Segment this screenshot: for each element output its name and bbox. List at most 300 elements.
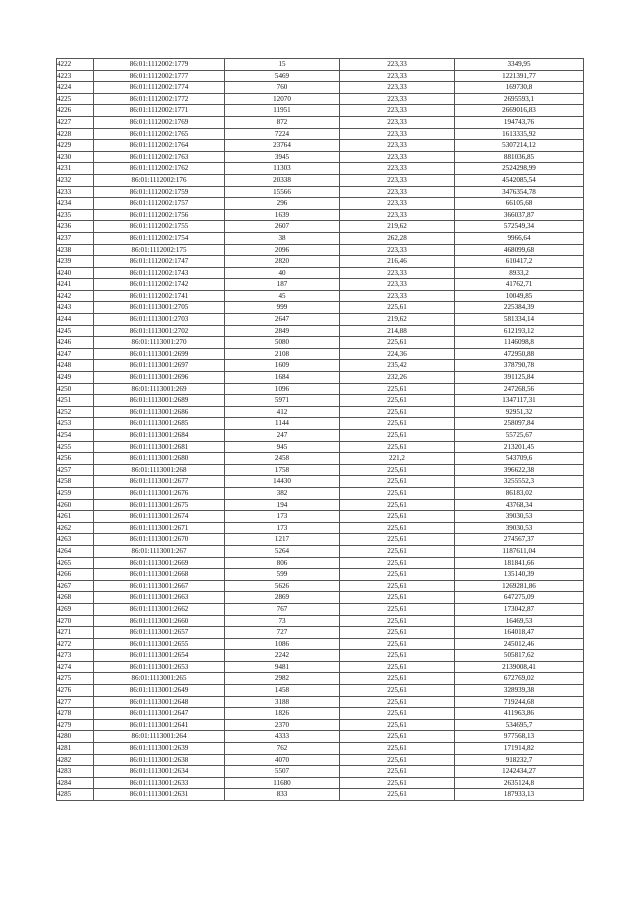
row-number-cell: 4224 bbox=[57, 82, 94, 94]
row-number-cell: 4234 bbox=[57, 198, 94, 210]
area-cell: 1826 bbox=[225, 708, 340, 720]
table-row bbox=[57, 766, 584, 778]
value-cell: 10049,85 bbox=[455, 290, 584, 302]
table-row bbox=[57, 476, 584, 488]
table-row bbox=[57, 743, 584, 755]
rate-cell: 214,88 bbox=[340, 325, 455, 337]
cadastral-value-table bbox=[56, 58, 584, 801]
rate-cell: 223,33 bbox=[340, 279, 455, 291]
area-cell: 2458 bbox=[225, 453, 340, 465]
value-cell: 92951,32 bbox=[455, 406, 584, 418]
row-number-cell: 4231 bbox=[57, 163, 94, 175]
value-cell: 1269281,86 bbox=[455, 580, 584, 592]
rate-cell: 223,33 bbox=[340, 93, 455, 105]
rate-cell: 223,33 bbox=[340, 82, 455, 94]
value-cell: 2695593,1 bbox=[455, 93, 584, 105]
area-cell: 12070 bbox=[225, 93, 340, 105]
cadastral-number-cell: 86:01:1113001:2638 bbox=[94, 754, 225, 766]
row-number-cell: 4240 bbox=[57, 267, 94, 279]
area-cell: 999 bbox=[225, 302, 340, 314]
table-row bbox=[57, 569, 584, 581]
area-cell: 1086 bbox=[225, 638, 340, 650]
row-number-cell: 4281 bbox=[57, 743, 94, 755]
value-cell: 1146098,8 bbox=[455, 337, 584, 349]
value-cell: 3476354,78 bbox=[455, 186, 584, 198]
table-row bbox=[57, 430, 584, 442]
rate-cell: 223,33 bbox=[340, 163, 455, 175]
cadastral-number-cell: 86:01:1113001:2669 bbox=[94, 557, 225, 569]
cadastral-number-cell: 86:01:1112002:1777 bbox=[94, 70, 225, 82]
value-cell: 55725,67 bbox=[455, 430, 584, 442]
cadastral-number-cell: 86:01:1113001:2662 bbox=[94, 603, 225, 615]
table-row bbox=[57, 638, 584, 650]
row-number-cell: 4238 bbox=[57, 244, 94, 256]
value-cell: 194743,76 bbox=[455, 116, 584, 128]
row-number-cell: 4283 bbox=[57, 766, 94, 778]
row-number-cell: 4250 bbox=[57, 383, 94, 395]
row-number-cell: 4229 bbox=[57, 140, 94, 152]
value-cell: 173042,87 bbox=[455, 603, 584, 615]
area-cell: 11680 bbox=[225, 777, 340, 789]
value-cell: 247268,56 bbox=[455, 383, 584, 395]
area-cell: 194 bbox=[225, 499, 340, 511]
cadastral-number-cell: 86:01:1113001:2680 bbox=[94, 453, 225, 465]
row-number-cell: 4285 bbox=[57, 789, 94, 801]
table-row bbox=[57, 418, 584, 430]
cadastral-number-cell: 86:01:1113001:2647 bbox=[94, 708, 225, 720]
area-cell: 5971 bbox=[225, 395, 340, 407]
cadastral-number-cell: 86:01:1112002:1741 bbox=[94, 290, 225, 302]
rate-cell: 225,61 bbox=[340, 661, 455, 673]
row-number-cell: 4272 bbox=[57, 638, 94, 650]
table-row bbox=[57, 754, 584, 766]
table-row bbox=[57, 244, 584, 256]
area-cell: 2370 bbox=[225, 719, 340, 731]
cadastral-number-cell: 86:01:1113001:2634 bbox=[94, 766, 225, 778]
value-cell: 181841,66 bbox=[455, 557, 584, 569]
row-number-cell: 4241 bbox=[57, 279, 94, 291]
table-row bbox=[57, 685, 584, 697]
rate-cell: 223,33 bbox=[340, 290, 455, 302]
rate-cell: 225,61 bbox=[340, 719, 455, 731]
table-row bbox=[57, 105, 584, 117]
value-cell: 2524298,99 bbox=[455, 163, 584, 175]
rate-cell: 235,42 bbox=[340, 360, 455, 372]
table-row bbox=[57, 708, 584, 720]
row-number-cell: 4226 bbox=[57, 105, 94, 117]
row-number-cell: 4223 bbox=[57, 70, 94, 82]
cadastral-number-cell: 86:01:1113001:270 bbox=[94, 337, 225, 349]
rate-cell: 223,33 bbox=[340, 244, 455, 256]
value-cell: 2635124,8 bbox=[455, 777, 584, 789]
cadastral-number-cell: 86:01:1112002:175 bbox=[94, 244, 225, 256]
rate-cell: 225,61 bbox=[340, 476, 455, 488]
rate-cell: 223,33 bbox=[340, 174, 455, 186]
row-number-cell: 4264 bbox=[57, 545, 94, 557]
rate-cell: 225,61 bbox=[340, 673, 455, 685]
value-cell: 274567,37 bbox=[455, 534, 584, 546]
cadastral-number-cell: 86:01:1113001:2649 bbox=[94, 685, 225, 697]
area-cell: 762 bbox=[225, 743, 340, 755]
area-cell: 1758 bbox=[225, 464, 340, 476]
value-cell: 3255552,3 bbox=[455, 476, 584, 488]
rate-cell: 223,33 bbox=[340, 105, 455, 117]
cadastral-number-cell: 86:01:1113001:2660 bbox=[94, 615, 225, 627]
row-number-cell: 4273 bbox=[57, 650, 94, 662]
row-number-cell: 4280 bbox=[57, 731, 94, 743]
cadastral-number-cell: 86:01:1113001:2705 bbox=[94, 302, 225, 314]
cadastral-number-cell: 86:01:1112002:1754 bbox=[94, 232, 225, 244]
table-row bbox=[57, 522, 584, 534]
value-cell: 612193,12 bbox=[455, 325, 584, 337]
value-cell: 881036,85 bbox=[455, 151, 584, 163]
area-cell: 2242 bbox=[225, 650, 340, 662]
cadastral-number-cell: 86:01:1112002:176 bbox=[94, 174, 225, 186]
value-cell: 258097,84 bbox=[455, 418, 584, 430]
value-cell: 39030,53 bbox=[455, 511, 584, 523]
row-number-cell: 4227 bbox=[57, 116, 94, 128]
area-cell: 2820 bbox=[225, 256, 340, 268]
row-number-cell: 4259 bbox=[57, 487, 94, 499]
table-row bbox=[57, 186, 584, 198]
table-row bbox=[57, 441, 584, 453]
area-cell: 9481 bbox=[225, 661, 340, 673]
cadastral-number-cell: 86:01:1112002:1743 bbox=[94, 267, 225, 279]
table-row bbox=[57, 777, 584, 789]
table-row bbox=[57, 128, 584, 140]
value-cell: 610417,2 bbox=[455, 256, 584, 268]
rate-cell: 225,61 bbox=[340, 777, 455, 789]
rate-cell: 223,33 bbox=[340, 151, 455, 163]
cadastral-number-cell: 86:01:1113001:2685 bbox=[94, 418, 225, 430]
value-cell: 66105,68 bbox=[455, 198, 584, 210]
cadastral-number-cell: 86:01:1113001:2631 bbox=[94, 789, 225, 801]
area-cell: 45 bbox=[225, 290, 340, 302]
cadastral-number-cell: 86:01:1113001:2639 bbox=[94, 743, 225, 755]
area-cell: 1096 bbox=[225, 383, 340, 395]
area-cell: 14430 bbox=[225, 476, 340, 488]
row-number-cell: 4263 bbox=[57, 534, 94, 546]
cadastral-number-cell: 86:01:1112002:1742 bbox=[94, 279, 225, 291]
value-cell: 135140,39 bbox=[455, 569, 584, 581]
rate-cell: 232,26 bbox=[340, 372, 455, 384]
row-number-cell: 4256 bbox=[57, 453, 94, 465]
value-cell: 378790,78 bbox=[455, 360, 584, 372]
row-number-cell: 4257 bbox=[57, 464, 94, 476]
cadastral-number-cell: 86:01:1113001:2681 bbox=[94, 441, 225, 453]
cadastral-number-cell: 86:01:1113001:265 bbox=[94, 673, 225, 685]
row-number-cell: 4228 bbox=[57, 128, 94, 140]
table-row bbox=[57, 545, 584, 557]
row-number-cell: 4269 bbox=[57, 603, 94, 615]
value-cell: 43768,34 bbox=[455, 499, 584, 511]
table-row bbox=[57, 719, 584, 731]
rate-cell: 225,61 bbox=[340, 511, 455, 523]
value-cell: 581334,14 bbox=[455, 314, 584, 326]
row-number-cell: 4260 bbox=[57, 499, 94, 511]
row-number-cell: 4270 bbox=[57, 615, 94, 627]
table-row bbox=[57, 592, 584, 604]
value-cell: 41762,71 bbox=[455, 279, 584, 291]
row-number-cell: 4232 bbox=[57, 174, 94, 186]
value-cell: 187933,13 bbox=[455, 789, 584, 801]
table-row bbox=[57, 209, 584, 221]
value-cell: 1347117,31 bbox=[455, 395, 584, 407]
row-number-cell: 4242 bbox=[57, 290, 94, 302]
rate-cell: 225,61 bbox=[340, 603, 455, 615]
area-cell: 760 bbox=[225, 82, 340, 94]
cadastral-number-cell: 86:01:1112002:1769 bbox=[94, 116, 225, 128]
value-cell: 505817,62 bbox=[455, 650, 584, 662]
rate-cell: 223,33 bbox=[340, 267, 455, 279]
rate-cell: 219,62 bbox=[340, 314, 455, 326]
area-cell: 73 bbox=[225, 615, 340, 627]
row-number-cell: 4258 bbox=[57, 476, 94, 488]
rate-cell: 225,61 bbox=[340, 522, 455, 534]
table-row bbox=[57, 116, 584, 128]
cadastral-number-cell: 86:01:1113001:2677 bbox=[94, 476, 225, 488]
value-cell: 411963,86 bbox=[455, 708, 584, 720]
row-number-cell: 4239 bbox=[57, 256, 94, 268]
cadastral-number-cell: 86:01:1113001:2686 bbox=[94, 406, 225, 418]
area-cell: 2647 bbox=[225, 314, 340, 326]
area-cell: 2607 bbox=[225, 221, 340, 233]
row-number-cell: 4247 bbox=[57, 348, 94, 360]
cadastral-number-cell: 86:01:1112002:1765 bbox=[94, 128, 225, 140]
table-row bbox=[57, 163, 584, 175]
area-cell: 15 bbox=[225, 59, 340, 71]
cadastral-number-cell: 86:01:1113001:2702 bbox=[94, 325, 225, 337]
rate-cell: 223,33 bbox=[340, 59, 455, 71]
row-number-cell: 4275 bbox=[57, 673, 94, 685]
rate-cell: 225,61 bbox=[340, 743, 455, 755]
value-cell: 169730,8 bbox=[455, 82, 584, 94]
area-cell: 4333 bbox=[225, 731, 340, 743]
area-cell: 5626 bbox=[225, 580, 340, 592]
value-cell: 977568,13 bbox=[455, 731, 584, 743]
rate-cell: 225,61 bbox=[340, 766, 455, 778]
row-number-cell: 4245 bbox=[57, 325, 94, 337]
rate-cell: 225,61 bbox=[340, 650, 455, 662]
value-cell: 534695,7 bbox=[455, 719, 584, 731]
cadastral-number-cell: 86:01:1113001:2697 bbox=[94, 360, 225, 372]
row-number-cell: 4265 bbox=[57, 557, 94, 569]
row-number-cell: 4266 bbox=[57, 569, 94, 581]
row-number-cell: 4261 bbox=[57, 511, 94, 523]
area-cell: 11303 bbox=[225, 163, 340, 175]
table-row bbox=[57, 372, 584, 384]
table-row bbox=[57, 395, 584, 407]
cadastral-number-cell: 86:01:1113001:2703 bbox=[94, 314, 225, 326]
table-row bbox=[57, 557, 584, 569]
row-number-cell: 4248 bbox=[57, 360, 94, 372]
area-cell: 173 bbox=[225, 511, 340, 523]
rate-cell: 223,33 bbox=[340, 128, 455, 140]
table-row bbox=[57, 487, 584, 499]
cadastral-number-cell: 86:01:1113001:2668 bbox=[94, 569, 225, 581]
rate-cell: 225,61 bbox=[340, 487, 455, 499]
value-cell: 2139008,41 bbox=[455, 661, 584, 673]
table-row bbox=[57, 580, 584, 592]
value-cell: 8933,2 bbox=[455, 267, 584, 279]
area-cell: 5264 bbox=[225, 545, 340, 557]
cadastral-number-cell: 86:01:1112002:1764 bbox=[94, 140, 225, 152]
rate-cell: 223,33 bbox=[340, 198, 455, 210]
table-row bbox=[57, 93, 584, 105]
table-row bbox=[57, 221, 584, 233]
cadastral-number-cell: 86:01:1112002:1759 bbox=[94, 186, 225, 198]
cadastral-number-cell: 86:01:1113001:2648 bbox=[94, 696, 225, 708]
table-row bbox=[57, 453, 584, 465]
cadastral-number-cell: 86:01:1113001:2641 bbox=[94, 719, 225, 731]
rate-cell: 225,61 bbox=[340, 499, 455, 511]
row-number-cell: 4277 bbox=[57, 696, 94, 708]
cadastral-number-cell: 86:01:1113001:2684 bbox=[94, 430, 225, 442]
table-row bbox=[57, 70, 584, 82]
cadastral-number-cell: 86:01:1112002:1763 bbox=[94, 151, 225, 163]
rate-cell: 225,61 bbox=[340, 464, 455, 476]
table-row bbox=[57, 314, 584, 326]
cadastral-number-cell: 86:01:1113001:2667 bbox=[94, 580, 225, 592]
value-cell: 5307214,12 bbox=[455, 140, 584, 152]
rate-cell: 219,62 bbox=[340, 221, 455, 233]
value-cell: 396622,38 bbox=[455, 464, 584, 476]
rate-cell: 225,61 bbox=[340, 545, 455, 557]
value-cell: 328939,38 bbox=[455, 685, 584, 697]
rate-cell: 225,61 bbox=[340, 569, 455, 581]
area-cell: 382 bbox=[225, 487, 340, 499]
table-row bbox=[57, 256, 584, 268]
row-number-cell: 4235 bbox=[57, 209, 94, 221]
value-cell: 213201,45 bbox=[455, 441, 584, 453]
table-row bbox=[57, 673, 584, 685]
rate-cell: 225,61 bbox=[340, 696, 455, 708]
cadastral-number-cell: 86:01:1112002:1747 bbox=[94, 256, 225, 268]
row-number-cell: 4253 bbox=[57, 418, 94, 430]
rate-cell: 225,61 bbox=[340, 627, 455, 639]
row-number-cell: 4278 bbox=[57, 708, 94, 720]
value-cell: 366037,87 bbox=[455, 209, 584, 221]
area-cell: 247 bbox=[225, 430, 340, 442]
value-cell: 9966,64 bbox=[455, 232, 584, 244]
rate-cell: 223,33 bbox=[340, 140, 455, 152]
area-cell: 173 bbox=[225, 522, 340, 534]
row-number-cell: 4262 bbox=[57, 522, 94, 534]
area-cell: 727 bbox=[225, 627, 340, 639]
area-cell: 5469 bbox=[225, 70, 340, 82]
rate-cell: 225,61 bbox=[340, 418, 455, 430]
value-cell: 719244,68 bbox=[455, 696, 584, 708]
rate-cell: 225,61 bbox=[340, 592, 455, 604]
value-cell: 4542085,54 bbox=[455, 174, 584, 186]
table-row bbox=[57, 731, 584, 743]
cadastral-number-cell: 86:01:1113001:264 bbox=[94, 731, 225, 743]
table-row bbox=[57, 59, 584, 71]
value-cell: 468099,68 bbox=[455, 244, 584, 256]
table-row bbox=[57, 406, 584, 418]
rate-cell: 262,28 bbox=[340, 232, 455, 244]
cadastral-number-cell: 86:01:1113001:2699 bbox=[94, 348, 225, 360]
table-row bbox=[57, 627, 584, 639]
area-cell: 2982 bbox=[225, 673, 340, 685]
area-cell: 872 bbox=[225, 116, 340, 128]
cadastral-number-cell: 86:01:1113001:267 bbox=[94, 545, 225, 557]
value-cell: 86183,02 bbox=[455, 487, 584, 499]
cadastral-number-cell: 86:01:1112002:1762 bbox=[94, 163, 225, 175]
area-cell: 1639 bbox=[225, 209, 340, 221]
row-number-cell: 4254 bbox=[57, 430, 94, 442]
table-row bbox=[57, 198, 584, 210]
cadastral-number-cell: 86:01:1112002:1756 bbox=[94, 209, 225, 221]
cadastral-number-cell: 86:01:1113001:2689 bbox=[94, 395, 225, 407]
table-row bbox=[57, 360, 584, 372]
area-cell: 2096 bbox=[225, 244, 340, 256]
table-row bbox=[57, 267, 584, 279]
cadastral-number-cell: 86:01:1113001:2655 bbox=[94, 638, 225, 650]
table-row bbox=[57, 151, 584, 163]
value-cell: 647275,09 bbox=[455, 592, 584, 604]
rate-cell: 225,61 bbox=[340, 615, 455, 627]
cadastral-number-cell: 86:01:1113001:2671 bbox=[94, 522, 225, 534]
cadastral-number-cell: 86:01:1113001:2675 bbox=[94, 499, 225, 511]
rate-cell: 225,61 bbox=[340, 685, 455, 697]
area-cell: 15566 bbox=[225, 186, 340, 198]
value-cell: 164018,47 bbox=[455, 627, 584, 639]
row-number-cell: 4284 bbox=[57, 777, 94, 789]
table-row bbox=[57, 232, 584, 244]
area-cell: 40 bbox=[225, 267, 340, 279]
cadastral-number-cell: 86:01:1113001:268 bbox=[94, 464, 225, 476]
table-row bbox=[57, 279, 584, 291]
table-row bbox=[57, 325, 584, 337]
rate-cell: 224,36 bbox=[340, 348, 455, 360]
row-number-cell: 4255 bbox=[57, 441, 94, 453]
value-cell: 1221391,77 bbox=[455, 70, 584, 82]
area-cell: 5507 bbox=[225, 766, 340, 778]
area-cell: 38 bbox=[225, 232, 340, 244]
rate-cell: 225,61 bbox=[340, 534, 455, 546]
table-row bbox=[57, 337, 584, 349]
table-row bbox=[57, 140, 584, 152]
area-cell: 599 bbox=[225, 569, 340, 581]
rate-cell: 225,61 bbox=[340, 441, 455, 453]
row-number-cell: 4237 bbox=[57, 232, 94, 244]
row-number-cell: 4230 bbox=[57, 151, 94, 163]
value-cell: 391125,84 bbox=[455, 372, 584, 384]
cadastral-number-cell: 86:01:1113001:2670 bbox=[94, 534, 225, 546]
value-cell: 3349,95 bbox=[455, 59, 584, 71]
area-cell: 20338 bbox=[225, 174, 340, 186]
area-cell: 23764 bbox=[225, 140, 340, 152]
table-row bbox=[57, 603, 584, 615]
value-cell: 1187611,04 bbox=[455, 545, 584, 557]
cadastral-number-cell: 86:01:1112002:1755 bbox=[94, 221, 225, 233]
value-cell: 225384,39 bbox=[455, 302, 584, 314]
row-number-cell: 4267 bbox=[57, 580, 94, 592]
area-cell: 1684 bbox=[225, 372, 340, 384]
value-cell: 572549,34 bbox=[455, 221, 584, 233]
cadastral-number-cell: 86:01:1113001:2674 bbox=[94, 511, 225, 523]
cadastral-number-cell: 86:01:1113001:2676 bbox=[94, 487, 225, 499]
area-cell: 11951 bbox=[225, 105, 340, 117]
area-cell: 2869 bbox=[225, 592, 340, 604]
row-number-cell: 4274 bbox=[57, 661, 94, 673]
table-row bbox=[57, 534, 584, 546]
row-number-cell: 4251 bbox=[57, 395, 94, 407]
row-number-cell: 4276 bbox=[57, 685, 94, 697]
rate-cell: 216,46 bbox=[340, 256, 455, 268]
cadastral-number-cell: 86:01:1113001:2633 bbox=[94, 777, 225, 789]
